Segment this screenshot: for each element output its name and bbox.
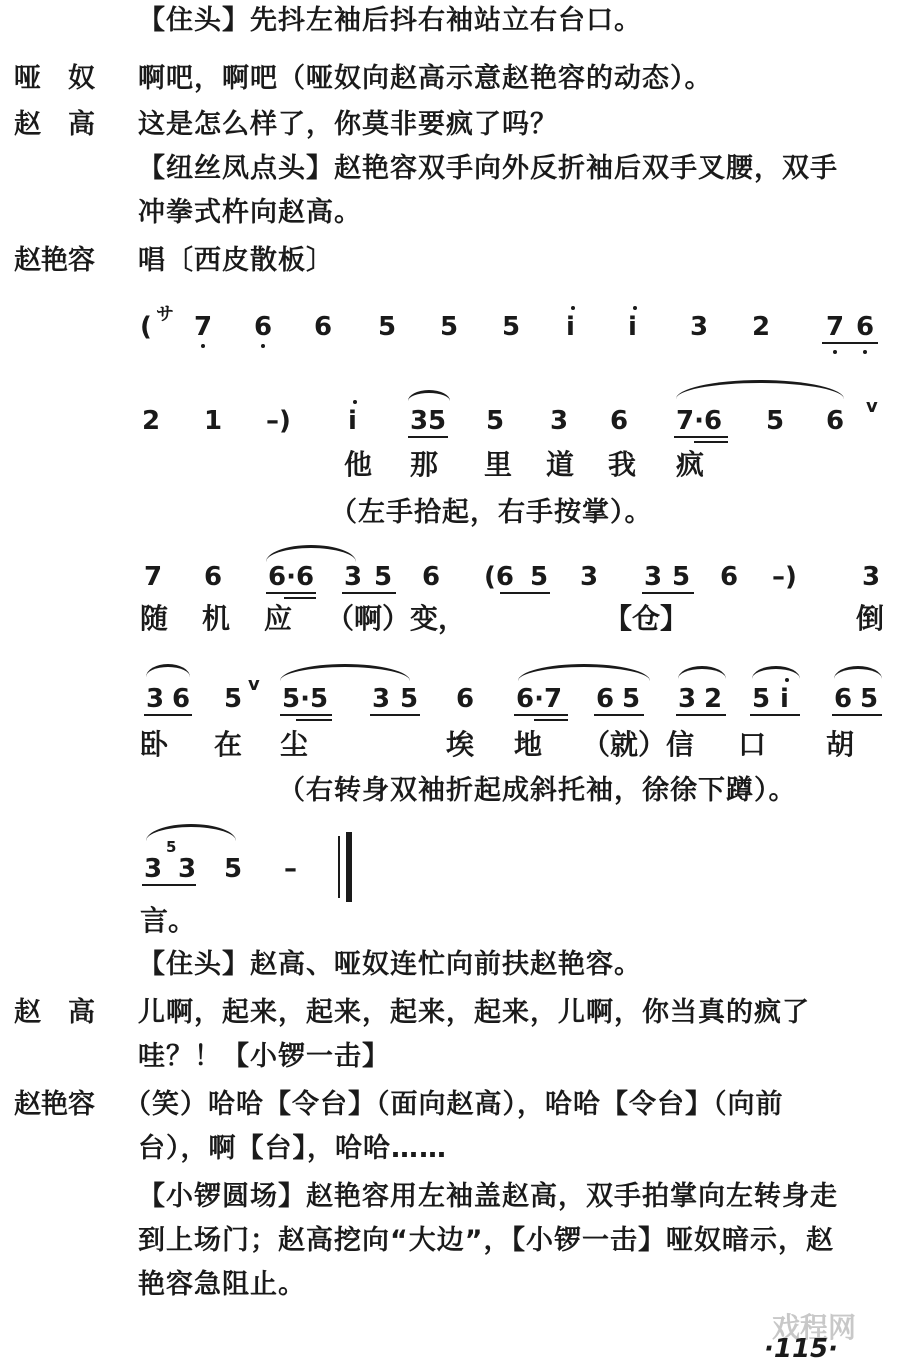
dialogue-zhaogao: 这是怎么样了，你莫非要疯了吗？ (138, 109, 558, 140)
action-note-1: （左手拾起，右手按掌）。 (330, 497, 653, 528)
note: –) (772, 562, 797, 592)
low-dot (261, 344, 265, 348)
slur (146, 824, 236, 841)
lyric: 他 (344, 448, 373, 481)
beam (296, 719, 332, 721)
slur (266, 545, 356, 562)
speaker-zhaogao: 赵 高 (14, 109, 95, 140)
stage-direction-2: 【纽丝凤点头】赵艳容双手向外反折袖后双手叉腰，双手 (138, 153, 838, 184)
beam (594, 714, 644, 716)
slur (678, 666, 726, 679)
lyric: （就）信 (582, 728, 695, 761)
note: 3 (644, 562, 663, 592)
speaker-zhaoyanrong: 赵艳容 (14, 245, 95, 276)
slur (834, 666, 882, 679)
note: 6 (204, 562, 223, 592)
watermark: 戏程网 (772, 1311, 857, 1344)
lyric: 倒 (856, 602, 885, 635)
speaker-yanu: 哑 奴 (14, 63, 95, 94)
note: 5 (400, 684, 419, 714)
note: 7 (194, 312, 213, 342)
lyric: 我 (608, 448, 637, 481)
beam (142, 884, 196, 886)
stage-direction-4b: 到上场门；赵高挖向“大边”，【小锣一击】哑奴暗示，赵 (138, 1225, 834, 1256)
note: 5 (766, 406, 785, 436)
lyric: 卧 (140, 728, 169, 761)
lyric: 机 (202, 602, 231, 635)
lyric: 埃 (446, 728, 475, 761)
note: 5 (224, 684, 243, 714)
note: i (566, 312, 575, 342)
note: 6 (834, 684, 853, 714)
double-bar-thick (346, 832, 352, 902)
beam (674, 436, 728, 438)
page-number: ·115· (764, 1334, 839, 1364)
beam (514, 714, 568, 716)
note: 2 (704, 684, 723, 714)
beam (370, 714, 420, 716)
action-note-2: （右转身双袖折起成斜托袖，徐徐下蹲）。 (278, 775, 797, 806)
breath-mark: v (248, 674, 260, 695)
dialogue-zhaogao-2b: 哇？！【小锣一击】 (138, 1041, 390, 1072)
beam (832, 714, 882, 716)
note: 5 (502, 312, 521, 342)
beam (676, 714, 726, 716)
note: 5 (224, 854, 243, 884)
stage-direction-3: 【住头】赵高、哑奴连忙向前扶赵艳容。 (138, 949, 642, 980)
lyric: 应 (264, 602, 293, 635)
slur (280, 664, 410, 681)
note: 6·7 (516, 684, 563, 714)
note: 6 (826, 406, 845, 436)
note: 3 (372, 684, 391, 714)
note: 7 (144, 562, 163, 592)
note: サ (156, 304, 174, 325)
dialogue-yanu: 啊吧，啊吧（哑奴向赵高示意赵艳容的动态）。 (138, 63, 713, 94)
beam (144, 714, 192, 716)
note: 3 (144, 854, 163, 884)
slur (676, 380, 844, 399)
high-dot (353, 400, 357, 404)
lyric: 那 (410, 448, 439, 481)
note: 7·6 (676, 406, 723, 436)
low-dot (833, 350, 837, 354)
lyric: 尘 (280, 728, 309, 761)
note: i (628, 312, 637, 342)
note: 5 (440, 312, 459, 342)
note: 5 (428, 406, 447, 436)
note: 6 (172, 684, 191, 714)
beam (534, 719, 568, 721)
beam (266, 592, 316, 594)
note: 2 (752, 312, 771, 342)
beam (408, 436, 448, 438)
note: 3 (862, 562, 881, 592)
note: i (780, 684, 789, 714)
note: 5 (530, 562, 549, 592)
beam (822, 342, 878, 344)
lyric: 疯 (676, 448, 705, 481)
note: 5 (860, 684, 879, 714)
low-dot (863, 350, 867, 354)
beam (694, 441, 728, 443)
beam (750, 714, 800, 716)
note: 3 (690, 312, 709, 342)
stage-direction-4: 【小锣圆场】赵艳容用左袖盖赵高，双手拍掌向左转身走 (138, 1181, 838, 1212)
note: 7 (826, 312, 845, 342)
stage-direction-1: 【住头】先抖左袖后抖右袖站立右台口。 (138, 5, 642, 36)
note: 3 (344, 562, 363, 592)
slur (408, 390, 450, 401)
note: (6 (484, 562, 514, 592)
high-dot (571, 306, 575, 310)
note: 5 (672, 562, 691, 592)
lyric: 胡 (826, 728, 855, 761)
beam (280, 714, 332, 716)
lyric: 道 (546, 448, 575, 481)
beam (284, 597, 316, 599)
beam (642, 592, 694, 594)
note: 5 (374, 562, 393, 592)
note: 6 (254, 312, 273, 342)
lyric: 随 (140, 602, 169, 635)
note: 3 (550, 406, 569, 436)
stage-direction-4c: 艳容急阻止。 (138, 1269, 306, 1300)
note: 6 (610, 406, 629, 436)
lyric: 言。 (140, 904, 197, 937)
high-dot (633, 306, 637, 310)
grace-note: 5 (166, 838, 177, 856)
dialogue-zhaoyanrong-2: （笑）哈哈【令台】（面向赵高），哈哈【令台】（向前 (124, 1089, 784, 1120)
lyric: （啊）变， (326, 602, 467, 635)
low-dot (201, 344, 205, 348)
beam (342, 592, 396, 594)
stage-direction-2b: 冲拳式杵向赵高。 (138, 197, 362, 228)
lyric: 里 (484, 448, 513, 481)
dialogue-zhaoyanrong-2b: 台），啊【台】，哈哈…… (138, 1133, 447, 1164)
note: 5 (622, 684, 641, 714)
note: 5 (486, 406, 505, 436)
note: 6 (720, 562, 739, 592)
note: 2 (142, 406, 161, 436)
note: 6 (422, 562, 441, 592)
note: i (348, 406, 357, 436)
breath-mark: v (866, 396, 878, 417)
slur (518, 664, 650, 681)
note: 1 (204, 406, 223, 436)
note: 6 (596, 684, 615, 714)
speaker-zhaogao-2: 赵 高 (14, 997, 95, 1028)
lyric: 地 (514, 728, 543, 761)
dialogue-zhaogao-2: 儿啊，起来，起来，起来，起来，儿啊，你当真的疯了 (138, 997, 810, 1028)
double-bar-thin (338, 836, 340, 898)
note: 6 (856, 312, 875, 342)
note: ( (140, 312, 152, 342)
note: 6 (314, 312, 333, 342)
note: 5 (378, 312, 397, 342)
note: –) (266, 406, 291, 436)
note: 6 (456, 684, 475, 714)
note: 3 (178, 854, 197, 884)
note: 3 (146, 684, 165, 714)
speaker-zhaoyanrong-2: 赵艳容 (14, 1089, 95, 1120)
lyric: 口 (738, 728, 767, 761)
slur (146, 664, 190, 677)
note: – (284, 854, 297, 884)
note: 3 (410, 406, 429, 436)
aria-label: 唱〔西皮散板〕 (138, 245, 334, 276)
note: 6·6 (268, 562, 315, 592)
high-dot (785, 678, 789, 682)
lyric: 在 (214, 728, 243, 761)
slur (752, 666, 800, 679)
beam (500, 592, 550, 594)
note: 5·5 (282, 684, 329, 714)
lyric: 【仓】 (604, 602, 689, 635)
note: 3 (678, 684, 697, 714)
note: 3 (580, 562, 599, 592)
note: 5 (752, 684, 771, 714)
